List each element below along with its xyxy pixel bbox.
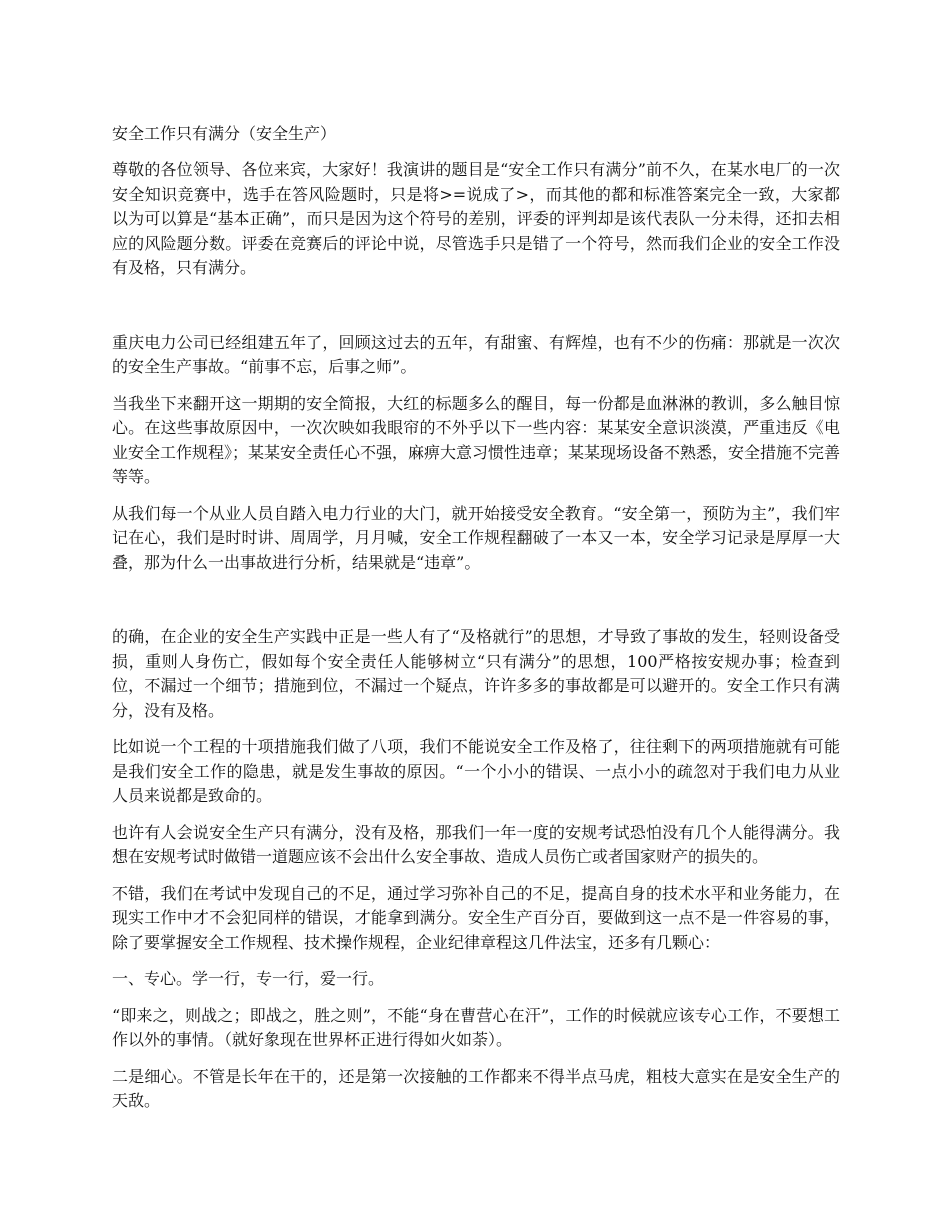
paragraph-opening: 尊敬的各位领导、各位来宾，大家好！我演讲的题目是“安全工作只有满分”前不久，在某水电厂的一次安全知识竞赛中，选手在答风险题时，只是将>=说成了>，而其他的都和标准答案完全一致，大家都以为可以算是“基本正确”，而只是因为这个符号的差别，评委的评判却是该代表队一分未得，还扣去相应的风险题分数。评委在竞赛后的评论中说，尽管选手只是错了一个符号，然而我们企业的安全工作没有及格，只有满分。 xyxy=(112,160,840,277)
paragraph-learning: 不错，我们在考试中发现自己的不足，通过学习弥补自己的不足，提高自身的技术水平和业务能力，在现实工作中才不会犯同样的错误，才能拿到满分。安全生产百分百，要做到这一点不是一件容易的事，除了要掌握安全工作规程、技术操作规程，企业纪律章程这几件法宝，还多有几颗心： xyxy=(112,883,840,952)
document-page xyxy=(112,122,840,1126)
paragraph-full-score-mindset: 的确，在企业的安全生产实践中正是一些人有了“及格就行”的思想，才导致了事故的发生，轻则设备受损，重则人身伤亡，假如每个安全责任人能够树立“只有满分”的思想，100严格按安规办事；检查到位，不漏过一个细节；措施到位，不漏过一个疑点，许许多多的事故都是可以避开的。安全工作只有满分，没有及格。 xyxy=(112,627,840,720)
paragraph-exam-objection: 也许有人会说安全生产只有满分，没有及格，那我们一年一度的安规考试恐怕没有几个人能得满分。我想在安规考试时做错一道题应该不会出什么安全事故、造成人员伤亡或者国家财产的损失的。 xyxy=(112,822,840,866)
paragraph-gap xyxy=(112,587,840,625)
document-title: 安全工作只有满分（安全生产） xyxy=(112,124,337,143)
paragraph-safety-bulletins: 当我坐下来翻开这一期期的安全简报，大红的标题多么的醒目，每一份都是血淋淋的教训，多么触目惊心。在这些事故原因中，一次次映如我眼帘的不外乎以下一些内容：某某安全意识淡漠，严重违反《电业安全工作规程》；某某安全责任心不强，麻痹大意习惯性违章；某某现场设备不熟悉，安全措施不完善等等。 xyxy=(112,393,841,486)
paragraph-gap xyxy=(112,293,840,331)
paragraph-point-two: 二是细心。不管是长年在干的，还是第一次接触的工作都来不得半点马虎，粗枝大意实在是安全生产的天敌。 xyxy=(112,1066,840,1110)
paragraph-ten-measures: 比如说一个工程的十项措施我们做了八项，我们不能说安全工作及格了，往往剩下的两项措施就有可能是我们安全工作的隐患，就是发生事故的原因。“一个小小的错误、一点小小的疏忽对于我们电力从业人员来说都是致命的。 xyxy=(112,737,840,805)
paragraph-point-one: 一、专心。学一行，专一行，爱一行。 xyxy=(112,969,385,988)
paragraph-focus: “即来之，则战之；即战之，胜之则”，不能“身在曹营心在汗”，工作的时候就应该专心工作，不要想工作以外的事情。（就好象现在世界杯正进行得如火如荼）。 xyxy=(112,1005,840,1049)
paragraph-company-history: 重庆电力公司已经组建五年了，回顾这过去的五年，有甜蜜、有辉煌，也有不少的伤痛：那就是一次次的安全生产事故。“前事不忘，后事之师”。 xyxy=(112,332,840,376)
paragraph-safety-education: 从我们每一个从业人员自踏入电力行业的大门，就开始接受安全教育。“安全第一，预防为主”，我们牢记在心，我们是时时讲、周周学，月月喊，安全工作规程翻破了一本又一本，安全学习记录是厚厚一大叠，那为什么一出事故进行分析，结果就是“违章”。 xyxy=(112,503,840,572)
